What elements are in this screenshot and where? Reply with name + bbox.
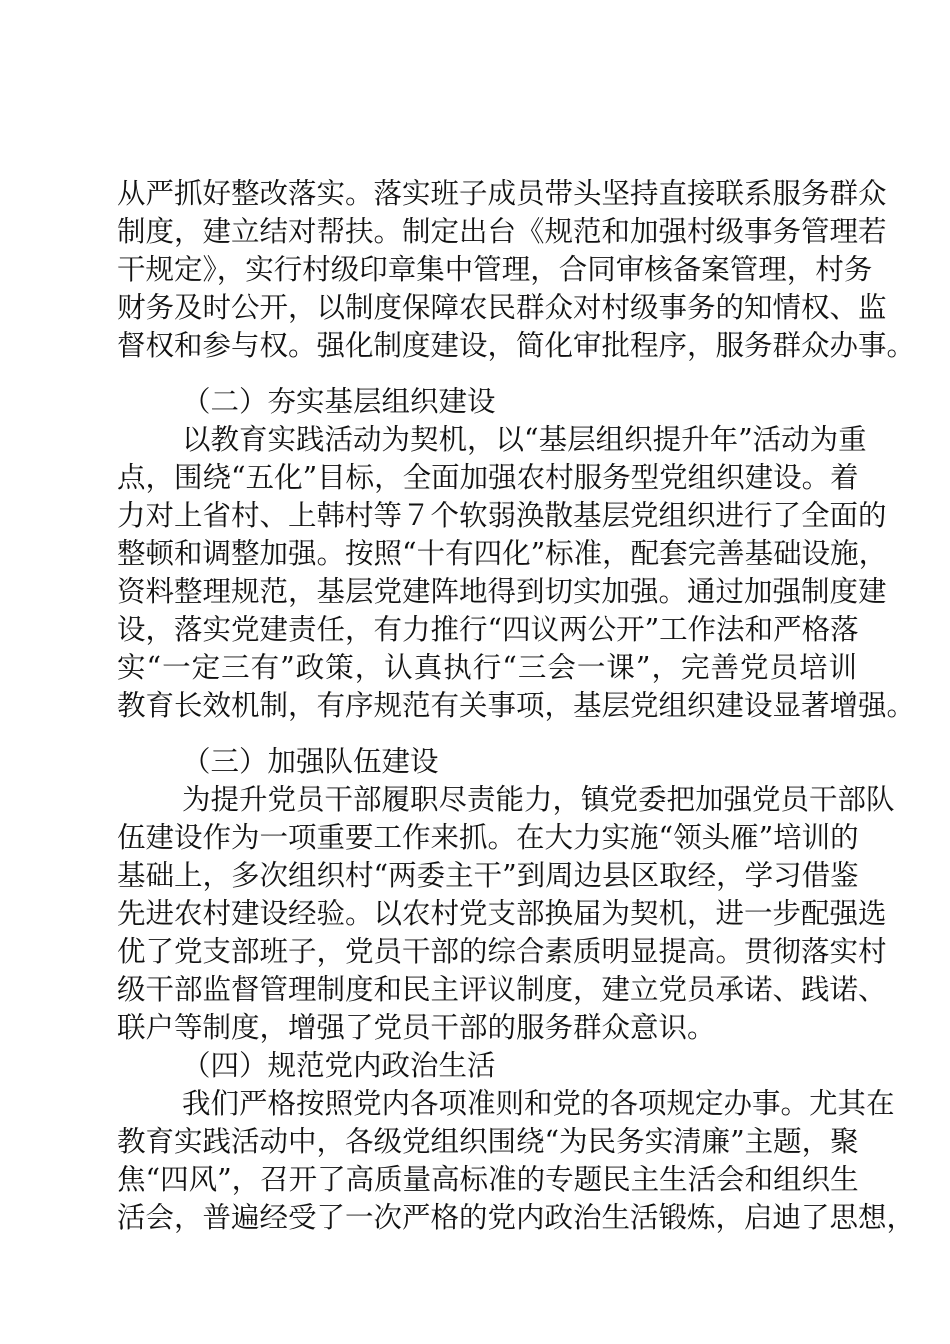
paragraph-line: 点，围绕“五化”目标，全面加强农村服务型党组织建设。着	[117, 461, 859, 494]
paragraph-line: 设，落实党建责任，有力推行“四议两公开”工作法和严格落	[117, 613, 859, 646]
paragraph-line: 督权和参与权。强化制度建设，简化审批程序，服务群众办事。	[117, 329, 916, 362]
paragraph-line: 从严抓好整改落实。落实班子成员带头坚持直接联系服务群众	[117, 177, 887, 210]
paragraph-line: 活会，普遍经受了一次严格的党内政治生活锻炼，启迪了思想，	[117, 1201, 916, 1234]
paragraph-line: 为提升党员干部履职尽责能力，镇党委把加强党员干部队	[182, 783, 895, 816]
paragraph-line: 我们严格按照党内各项准则和党的各项规定办事。尤其在	[182, 1087, 895, 1120]
paragraph-line: 资料整理规范，基层党建阵地得到切实加强。通过加强制度建	[117, 575, 887, 608]
paragraph-line: 先进农村建设经验。以农村党支部换届为契机，进一步配强选	[117, 897, 887, 930]
paragraph-line: 优了党支部班子，党员干部的综合素质明显提高。贯彻落实村	[117, 935, 887, 968]
paragraph-line: 干规定》，实行村级印章集中管理，合同审核备案管理，村务	[117, 253, 873, 286]
paragraph-line: 焦“四风”，召开了高质量高标准的专题民主生活会和组织生	[117, 1163, 859, 1196]
section-heading: （四）规范党内政治生活	[182, 1049, 496, 1082]
paragraph-line: 实“一定三有”政策，认真执行“三会一课”，完善党员培训	[117, 651, 857, 684]
paragraph-line: 联户等制度，增强了党员干部的服务群众意识。	[117, 1011, 716, 1044]
paragraph-line: 教育实践活动中，各级党组织围绕“为民务实清廉”主题，聚	[117, 1125, 859, 1158]
paragraph-line: 整顿和调整加强。按照“十有四化”标准，配套完善基础设施，	[117, 537, 888, 570]
paragraph-line: 教育长效机制，有序规范有关事项，基层党组织建设显著增强。	[117, 689, 916, 722]
paragraph-line: 基础上，多次组织村“两委主干”到周边县区取经，学习借鉴	[117, 859, 859, 892]
section-heading: （二）夯实基层组织建设	[182, 385, 496, 418]
paragraph-line: 伍建设作为一项重要工作来抓。在大力实施“领头雁”培训的	[117, 821, 859, 854]
paragraph-line: 制度，建立结对帮扶。制定出台《规范和加强村级事务管理若	[117, 215, 887, 248]
paragraph-line: 财务及时公开，以制度保障农民群众对村级事务的知情权、监	[117, 291, 887, 324]
section-heading: （三）加强队伍建设	[182, 745, 439, 778]
paragraph-line: 力对上省村、上韩村等７个软弱涣散基层党组织进行了全面的	[117, 499, 887, 532]
paragraph-line: 级干部监督管理制度和民主评议制度，建立党员承诺、践诺、	[117, 973, 887, 1006]
paragraph-line: 以教育实践活动为契机，以“基层组织提升年”活动为重	[182, 423, 867, 456]
